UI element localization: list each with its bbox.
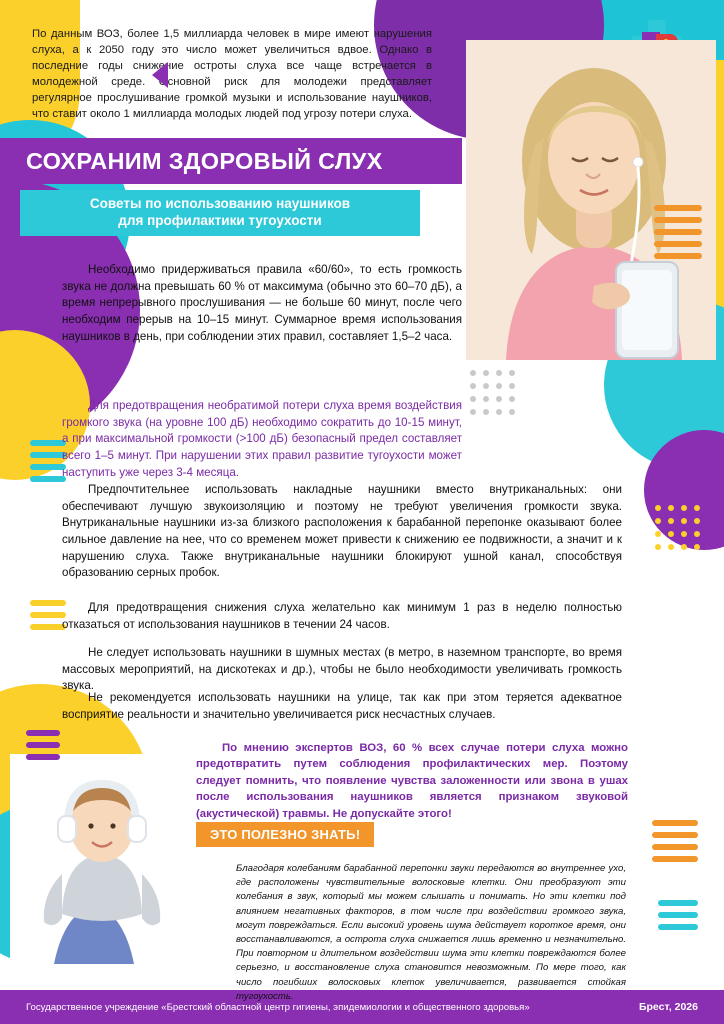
paragraph-loud-sound-limits-text: Для предотвращения необратимой потери слуха время воздействия громкого звука (на уровне 100 дБ) необходимо сократить до 10-15 минут, а при максимальной громкости (>100 дБ) безопасный предел составляет всего 1–5 минут. При нарушении этих правил развитие тугоухости может наступить уже через 3-4 месяца. xyxy=(62,399,462,479)
paragraph-weekly-break-text: Для предотвращения снижения слуха желательно как минимум 1 раз в неделю полностью отказаться от использования наушников в течении 24 часов. xyxy=(62,601,622,631)
paragraph-rule-6060-text: Необходимо придерживаться правила «60/60», то есть громкость звука не должна превышать 60 % от максимума (обычно это 60–70 дБ), а время непрерывного прослушивания — не больше 60 минут, после чего необходим перерыв на 10–15 минут. Суммарное время использования наушников в день, при соблюдении этих правил, составляет 1,5–2 часа. xyxy=(62,263,462,343)
poster-title-band xyxy=(0,138,462,184)
decor-stripes-orange-bottom-right xyxy=(652,820,698,862)
intro-paragraph: По данным ВОЗ, более 1,5 миллиарда человек в мире имеют нарушения слуха, а к 2050 году это число может увеличиться вдвое. Однако в последние годы снижение остроты слуха все чаще встречается в молодежной среде. Основной риск для молодежи представляет регулярное прослушивание громкой музыки и использование наушников, что ставит около 1 миллиарда молодых людей под угрозу потери слуха. xyxy=(32,28,432,121)
footer-organization: Государственное учреждение «Брестский областной центр гигиены, эпидемиологии и общественного здоровья» xyxy=(26,1001,530,1013)
paragraph-rule-6060 xyxy=(62,262,462,345)
page-subtitle-line1: Советы по использованию наушников xyxy=(89,196,351,212)
photo-girl-with-earphones xyxy=(466,40,716,360)
paragraph-callout-body-text: Благодаря колебаниям барабанной перепонки звуки передаются во внутреннее ухо, где расположены чувствительные волосковые клетки. Они преобразуют эти колебания в звук, который мы можем слышать и понимать. Но эти клетки под влиянием негативных факторов, в том числе при воздействии громкого звука, могут повреждаться. Если высокий уровень шума действует короткое время, они восстанавливаются, а острота слуха снижается лишь временно и незначительно. При повторном и длительном воздействии шума эти клетки повреждаются более серьезно, и восстановление слуха становится невозможным. По мере того, как число погибших волосковых клеток увеличивается, развивается стойкая тугоухость. xyxy=(236,863,626,1002)
footer-place-year: Брест, 2026 xyxy=(638,1001,698,1013)
paragraph-noisy-places xyxy=(62,645,622,695)
callout-badge-text: ЭТО ПОЛЕЗНО ЗНАТЬ! xyxy=(210,827,361,842)
paragraph-street-usage xyxy=(62,690,622,723)
decor-dots-yellow-right xyxy=(655,505,700,550)
paragraph-who-experts-text: По мнению экспертов ВОЗ, 60 % всех случае потери слуха можно предотвратить путем соблюдения профилактических мер. Поэтому следует помнить, что появление чувства заложенности или звона в ушах после использования наушников является признаком звуковой (акустической) травмы. Не допускайте этого! xyxy=(196,742,628,820)
paragraph-overhead-headphones xyxy=(62,482,622,582)
decor-stripes-yellow-left xyxy=(30,600,66,630)
decor-stripes-cyan-left xyxy=(30,440,66,482)
paragraph-callout-body xyxy=(236,862,626,1004)
paragraph-weekly-break xyxy=(62,600,622,633)
paragraph-noisy-places-text: Не следует использовать наушники в шумных местах (в метро, в наземном транспорте, во время массовых мероприятий, на дискотеках и др.), чтобы не было необходимости увеличивать громкость звука. xyxy=(62,646,622,693)
paragraph-loud-sound-limits xyxy=(62,398,462,481)
photo-boy-with-headphones xyxy=(10,754,195,974)
decor-stripes-purple-left xyxy=(26,258,66,312)
page-title: СОХРАНИМ ЗДОРОВЫЙ СЛУХ xyxy=(26,147,383,174)
decor-stripes-cyan-bottom-right xyxy=(658,900,698,930)
callout-badge xyxy=(196,822,374,847)
decor-stripes-purple-bottom-left xyxy=(26,730,60,760)
paragraph-overhead-headphones-text: Предпочтительнее использовать накладные наушники вместо внутриканальных: они обеспечивают лучшую звукоизоляцию и поэтому не требуют увеличения громкости звука. Внутриканальные наушники из-за близкого расположения к барабанной перепонке оказывают более сильное давление на нее, что со временем может привести к снижению ее подвижности, а значит и к нарушению слуха. Также внутриканальные наушники блокируют ушной канал, способствуя образованию серных пробок. xyxy=(62,483,622,580)
page-subtitle-line2: для профилактики тугоухости xyxy=(118,213,322,228)
paragraph-street-usage-text: Не рекомендуется использовать наушники на улице, так как при этом теряется адекватное восприятие реальности и значительно увеличивается риск несчастных случаев. xyxy=(62,691,622,721)
paragraph-who-experts xyxy=(196,740,628,822)
poster-subtitle-band xyxy=(20,190,420,236)
decor-dots-gray-mid xyxy=(470,370,515,415)
decor-stripes-orange-right xyxy=(654,205,702,259)
decor-triangle-left-icon xyxy=(152,62,168,88)
